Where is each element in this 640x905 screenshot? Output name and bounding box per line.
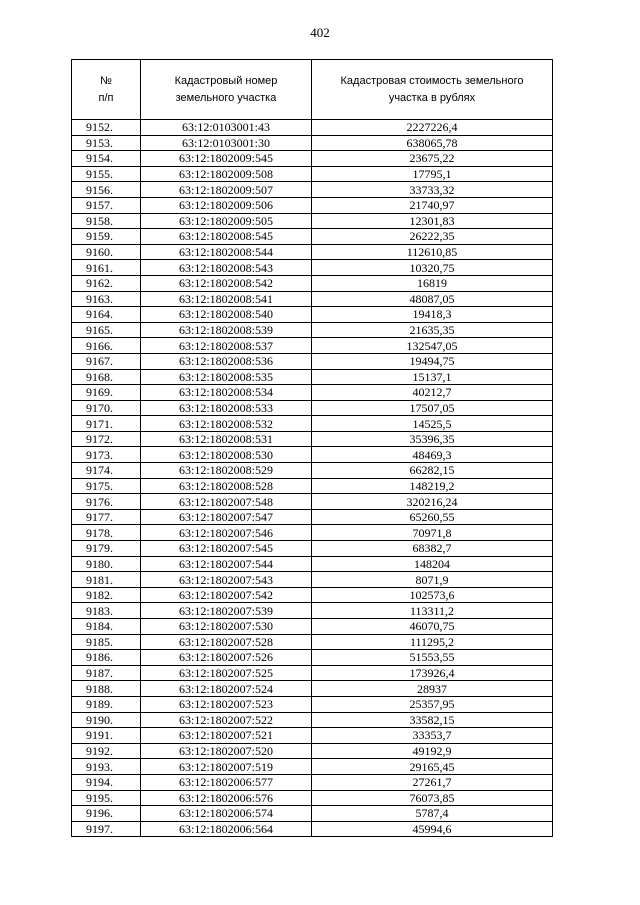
row-number-cell: 9181. — [72, 572, 141, 588]
cadastral-value-cell: 68382,7 — [312, 541, 553, 557]
cadastral-value-cell: 17507,05 — [312, 400, 553, 416]
cadastral-value-cell: 23675,22 — [312, 151, 553, 167]
row-number-cell: 9177. — [72, 509, 141, 525]
cadastral-number-cell: 63:12:1802009:507 — [141, 182, 312, 198]
table-row — [72, 369, 553, 385]
cadastral-value-cell: 28937 — [312, 681, 553, 697]
table-row — [72, 151, 553, 167]
cadastral-number-cell: 63:12:1802007:528 — [141, 634, 312, 650]
row-number-cell: 9163. — [72, 291, 141, 307]
row-number-cell: 9176. — [72, 494, 141, 510]
table-row — [72, 447, 553, 463]
cadastral-number-cell: 63:12:1802008:529 — [141, 463, 312, 479]
cadastral-value-cell: 8071,9 — [312, 572, 553, 588]
cadastral-number-cell: 63:12:1802009:508 — [141, 166, 312, 182]
cadastral-value-cell: 45994,6 — [312, 821, 553, 837]
table-row — [72, 774, 553, 790]
cadastral-number-cell: 63:12:1802008:537 — [141, 338, 312, 354]
table-row — [72, 525, 553, 541]
table-row — [72, 665, 553, 681]
row-number-cell: 9152. — [72, 120, 141, 136]
table-row — [72, 275, 553, 291]
row-number-cell: 9166. — [72, 338, 141, 354]
table-row — [72, 197, 553, 213]
table-row — [72, 322, 553, 338]
cadastral-number-cell: 63:12:1802009:505 — [141, 213, 312, 229]
table-body — [72, 120, 553, 837]
row-number-cell: 9195. — [72, 790, 141, 806]
cadastral-value-table — [71, 59, 553, 837]
cadastral-value-cell: 33353,7 — [312, 728, 553, 744]
row-number-cell: 9197. — [72, 821, 141, 837]
table-row — [72, 182, 553, 198]
table-row — [72, 291, 553, 307]
table-row — [72, 135, 553, 151]
table-row — [72, 166, 553, 182]
cadastral-number-cell: 63:12:1802006:564 — [141, 821, 312, 837]
cadastral-number-cell: 63:12:1802007:522 — [141, 712, 312, 728]
cadastral-value-cell: 111295,2 — [312, 634, 553, 650]
row-number-cell: 9191. — [72, 728, 141, 744]
table-row — [72, 431, 553, 447]
row-number-cell: 9161. — [72, 260, 141, 276]
header-number-line2: п/п — [98, 91, 114, 104]
cadastral-value-cell: 10320,75 — [312, 260, 553, 276]
table-row — [72, 494, 553, 510]
cadastral-value-cell: 48087,05 — [312, 291, 553, 307]
cadastral-number-cell: 63:12:1802008:531 — [141, 431, 312, 447]
header-number-line1: № — [100, 74, 112, 87]
cadastral-value-cell: 19494,75 — [312, 353, 553, 369]
cadastral-number-cell: 63:12:1802009:545 — [141, 151, 312, 167]
cadastral-number-cell: 63:12:1802008:542 — [141, 275, 312, 291]
cadastral-value-cell: 25357,95 — [312, 696, 553, 712]
cadastral-number-cell: 63:12:1802007:524 — [141, 681, 312, 697]
page-number: 402 — [310, 25, 330, 40]
table-row — [72, 743, 553, 759]
row-number-cell: 9159. — [72, 229, 141, 245]
cadastral-number-cell: 63:12:1802007:546 — [141, 525, 312, 541]
table-row — [72, 696, 553, 712]
cadastral-number-cell: 63:12:1802008:539 — [141, 322, 312, 338]
row-number-cell: 9184. — [72, 619, 141, 635]
row-number-cell: 9179. — [72, 541, 141, 557]
cadastral-number-cell: 63:12:1802008:528 — [141, 478, 312, 494]
row-number-cell: 9190. — [72, 712, 141, 728]
table-row — [72, 541, 553, 557]
cadastral-value-cell: 27261,7 — [312, 774, 553, 790]
table-row — [72, 619, 553, 635]
cadastral-value-cell: 16819 — [312, 275, 553, 291]
header-cadastral-value — [312, 60, 553, 120]
row-number-cell: 9182. — [72, 587, 141, 603]
cadastral-value-cell: 14525,5 — [312, 416, 553, 432]
cadastral-number-cell: 63:12:1802008:535 — [141, 369, 312, 385]
header-cadastral-number — [141, 60, 312, 120]
cadastral-value-cell: 76073,85 — [312, 790, 553, 806]
row-number-cell: 9169. — [72, 385, 141, 401]
table-header — [72, 60, 553, 120]
cadastral-number-cell: 63:12:1802007:519 — [141, 759, 312, 775]
table-row — [72, 712, 553, 728]
row-number-cell: 9156. — [72, 182, 141, 198]
cadastral-value-cell: 638065,78 — [312, 135, 553, 151]
row-number-cell: 9154. — [72, 151, 141, 167]
cadastral-number-cell: 63:12:1802008:533 — [141, 400, 312, 416]
cadastral-number-cell: 63:12:1802009:506 — [141, 197, 312, 213]
cadastral-value-cell: 21635,35 — [312, 322, 553, 338]
row-number-cell: 9185. — [72, 634, 141, 650]
cadastral-number-cell: 63:12:1802007:545 — [141, 541, 312, 557]
cadastral-number-cell: 63:12:1802007:521 — [141, 728, 312, 744]
cadastral-value-cell: 12301,83 — [312, 213, 553, 229]
table-row — [72, 509, 553, 525]
row-number-cell: 9162. — [72, 275, 141, 291]
cadastral-value-cell: 148219,2 — [312, 478, 553, 494]
cadastral-value-cell: 21740,97 — [312, 197, 553, 213]
table-row — [72, 307, 553, 323]
cadastral-number-cell: 63:12:1802008:541 — [141, 291, 312, 307]
cadastral-number-cell: 63:12:1802007:530 — [141, 619, 312, 635]
cadastral-number-cell: 63:12:1802007:544 — [141, 556, 312, 572]
row-number-cell: 9165. — [72, 322, 141, 338]
row-number-cell: 9187. — [72, 665, 141, 681]
cadastral-number-cell: 63:12:1802007:539 — [141, 603, 312, 619]
cadastral-number-cell: 63:12:1802008:544 — [141, 244, 312, 260]
table-row — [72, 681, 553, 697]
table-row — [72, 759, 553, 775]
cadastral-value-cell: 102573,6 — [312, 587, 553, 603]
cadastral-number-cell: 63:12:1802008:543 — [141, 260, 312, 276]
cadastral-value-cell: 112610,85 — [312, 244, 553, 260]
cadastral-value-cell: 19418,3 — [312, 307, 553, 323]
cadastral-value-cell: 113311,2 — [312, 603, 553, 619]
row-number-cell: 9193. — [72, 759, 141, 775]
cadastral-value-cell: 320216,24 — [312, 494, 553, 510]
row-number-cell: 9175. — [72, 478, 141, 494]
table-row — [72, 821, 553, 837]
header-cadastral-number-line1: Кадастровый номер — [174, 74, 278, 87]
cadastral-value-cell: 29165,45 — [312, 759, 553, 775]
row-number-cell: 9183. — [72, 603, 141, 619]
table-row — [72, 120, 553, 136]
table-row — [72, 353, 553, 369]
row-number-cell: 9196. — [72, 806, 141, 822]
cadastral-value-cell: 132547,05 — [312, 338, 553, 354]
table-row — [72, 572, 553, 588]
table-row — [72, 400, 553, 416]
cadastral-number-cell: 63:12:1802007:543 — [141, 572, 312, 588]
row-number-cell: 9186. — [72, 650, 141, 666]
row-number-cell: 9178. — [72, 525, 141, 541]
cadastral-number-cell: 63:12:1802008:540 — [141, 307, 312, 323]
cadastral-value-cell: 35396,35 — [312, 431, 553, 447]
row-number-cell: 9160. — [72, 244, 141, 260]
row-number-cell: 9155. — [72, 166, 141, 182]
cadastral-number-cell: 63:12:1802006:576 — [141, 790, 312, 806]
row-number-cell: 9172. — [72, 431, 141, 447]
cadastral-number-cell: 63:12:1802008:536 — [141, 353, 312, 369]
header-cadastral-value-line1: Кадастровая стоимость земельного — [340, 74, 524, 87]
cadastral-value-cell: 65260,55 — [312, 509, 553, 525]
table-row — [72, 556, 553, 572]
cadastral-number-cell: 63:12:1802006:577 — [141, 774, 312, 790]
cadastral-number-cell: 63:12:1802007:548 — [141, 494, 312, 510]
cadastral-value-cell: 33582,15 — [312, 712, 553, 728]
cadastral-value-cell: 148204 — [312, 556, 553, 572]
cadastral-number-cell: 63:12:1802008:545 — [141, 229, 312, 245]
cadastral-value-cell: 2227226,4 — [312, 120, 553, 136]
cadastral-number-cell: 63:12:1802008:534 — [141, 385, 312, 401]
row-number-cell: 9164. — [72, 307, 141, 323]
table-row — [72, 338, 553, 354]
row-number-cell: 9174. — [72, 463, 141, 479]
row-number-cell: 9188. — [72, 681, 141, 697]
header-row — [72, 60, 553, 120]
cadastral-number-cell: 63:12:1802007:547 — [141, 509, 312, 525]
row-number-cell: 9153. — [72, 135, 141, 151]
cadastral-value-cell: 49192,9 — [312, 743, 553, 759]
row-number-cell: 9158. — [72, 213, 141, 229]
cadastral-number-cell: 63:12:1802007:525 — [141, 665, 312, 681]
cadastral-number-cell: 63:12:0103001:43 — [141, 120, 312, 136]
table-row — [72, 728, 553, 744]
row-number-cell: 9171. — [72, 416, 141, 432]
cadastral-number-cell: 63:12:1802008:530 — [141, 447, 312, 463]
cadastral-value-cell: 33733,32 — [312, 182, 553, 198]
row-number-cell: 9167. — [72, 353, 141, 369]
cadastral-value-cell: 51553,55 — [312, 650, 553, 666]
cadastral-number-cell: 63:12:1802007:520 — [141, 743, 312, 759]
cadastral-value-cell: 173926,4 — [312, 665, 553, 681]
table-row — [72, 260, 553, 276]
header-cadastral-number-line2: земельного участка — [175, 91, 277, 104]
cadastral-number-cell: 63:12:1802006:574 — [141, 806, 312, 822]
cadastral-number-cell: 63:12:0103001:30 — [141, 135, 312, 151]
cadastral-number-cell: 63:12:1802008:532 — [141, 416, 312, 432]
cadastral-value-cell: 70971,8 — [312, 525, 553, 541]
cadastral-value-cell: 5787,4 — [312, 806, 553, 822]
cadastral-value-cell: 46070,75 — [312, 619, 553, 635]
cadastral-number-cell: 63:12:1802007:523 — [141, 696, 312, 712]
table-row — [72, 806, 553, 822]
row-number-cell: 9173. — [72, 447, 141, 463]
cadastral-number-cell: 63:12:1802007:542 — [141, 587, 312, 603]
cadastral-value-cell: 15137,1 — [312, 369, 553, 385]
header-cadastral-value-line2: участка в рублях — [388, 91, 476, 104]
table-row — [72, 244, 553, 260]
table-row — [72, 416, 553, 432]
table-row — [72, 634, 553, 650]
header-number — [72, 60, 141, 120]
row-number-cell: 9194. — [72, 774, 141, 790]
row-number-cell: 9180. — [72, 556, 141, 572]
table-row — [72, 229, 553, 245]
table-row — [72, 587, 553, 603]
cadastral-number-cell: 63:12:1802007:526 — [141, 650, 312, 666]
cadastral-value-cell: 66282,15 — [312, 463, 553, 479]
cadastral-value-cell: 40212,7 — [312, 385, 553, 401]
table-row — [72, 603, 553, 619]
row-number-cell: 9192. — [72, 743, 141, 759]
cadastral-value-cell: 17795,1 — [312, 166, 553, 182]
cadastral-value-cell: 48469,3 — [312, 447, 553, 463]
table-row — [72, 478, 553, 494]
table-row — [72, 463, 553, 479]
cadastral-value-cell: 26222,35 — [312, 229, 553, 245]
row-number-cell: 9189. — [72, 696, 141, 712]
table-row — [72, 213, 553, 229]
table-row — [72, 385, 553, 401]
table-row — [72, 790, 553, 806]
row-number-cell: 9170. — [72, 400, 141, 416]
row-number-cell: 9168. — [72, 369, 141, 385]
row-number-cell: 9157. — [72, 197, 141, 213]
table-row — [72, 650, 553, 666]
